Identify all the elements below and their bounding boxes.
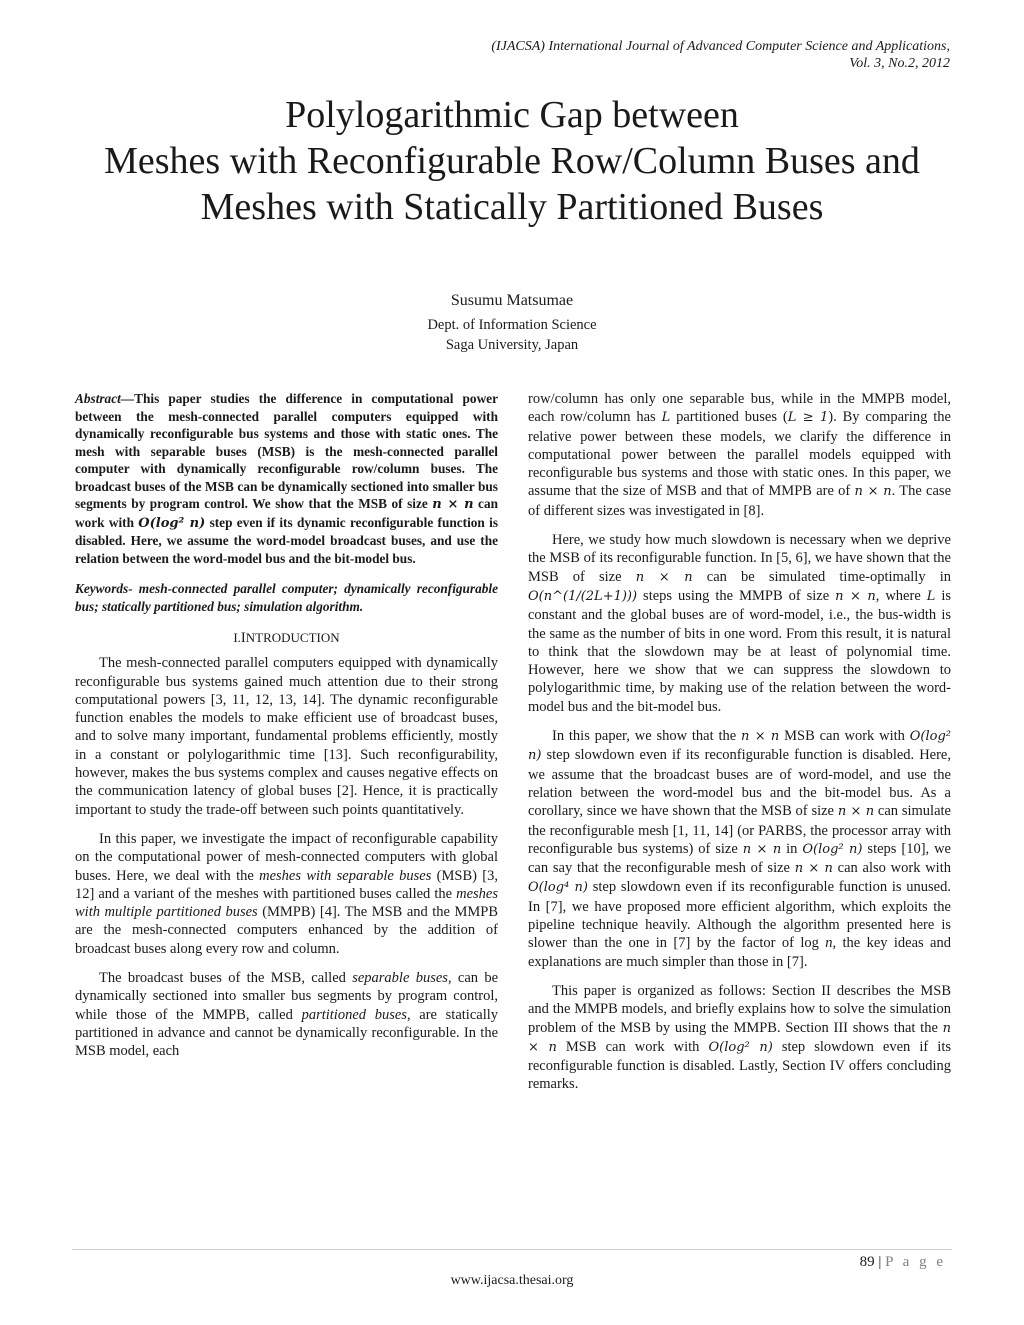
page-separator: | <box>878 1254 882 1270</box>
paragraph: row/column has only one separable bus, while in the MMPB model, each row/column has L partitioned buses (L ≥ 1). By comparing the relative power between these models, we clarify the difference in computational power between the parallel models equipped with reconfigurable bus systems and those with static ones. In this paper, we assume that the size of MSB and that of MMPB are of n × n. The case of different sizes was investigated in [8]. <box>528 391 952 519</box>
page-number: 89 | P a g e <box>859 1254 946 1270</box>
author-name: Susumu Matsumae <box>450 292 574 309</box>
journal-volume: Vol. 3, No.2, 2012 <box>849 56 950 71</box>
left-column <box>75 390 498 1072</box>
footer-divider <box>72 1249 952 1250</box>
author-dept: Dept. of Information Science <box>427 317 597 333</box>
keywords: Keywords- mesh-connected parallel computer; dynamically reconfigurable bus; statically partitioned bus; simulation algorithm. <box>75 581 498 614</box>
paragraph: In this paper, we show that the n × n MSB can work with O(log² n) step slowdown even if its reconfigurable function is disabled. Here, we assume that the broadcast buses are of word-model, and use the relation between the word-model bus and the bit-model bus. As a corollary, since we have shown that the MSB of size n × n can simulate the reconfigurable mesh [1, 11, 14] (or PARBS, the processor array with reconfigurable bus systems) of size n × n in O(log² n) steps [10], we can say that the reconfigurable mesh of size n × n can also work with O(log⁴ n) step slowdown even if its reconfigurable function is unused. In [7], we have proposed more efficient algorithm, which exploits the pipeline technique heavily. Although the algorithm presented here is slower than the one in [7] by the factor of log n, the key ideas and explanations are much simpler than those in [7]. <box>528 728 951 970</box>
title-line-2: Meshes with Reconfigurable Row/Column Buses and <box>104 140 920 182</box>
paragraph: In this paper, we investigate the impact of reconfigurable capability on the computational power of mesh-connected computers with global buses. Here, we deal with the meshes with separable buses (MSB) [3, 12] and a variant of the meshes with partitioned buses called the meshes with multiple partitioned buses (MMPB) [4]. The MSB and the MMPB are the mesh-connected computers enhanced by the addition of broadcast buses along every row and column. <box>75 830 499 957</box>
journal-header <box>491 38 950 72</box>
page-label: P a g e <box>885 1254 946 1270</box>
keywords-label: Keywords- <box>75 581 133 596</box>
journal-name: (IJACSA) International Journal of Advanced Computer Science and Applications, <box>491 39 950 54</box>
footer-url: www.ijacsa.thesai.org <box>450 1273 574 1288</box>
author-affiliation <box>0 315 1024 355</box>
title-line-1: Polylogarithmic Gap between <box>285 94 739 136</box>
abstract: Abstract—This paper studies the difference in computational power between the mesh-connected parallel computers equipped with dynamically reconfigurable bus systems and those with static ones. The mesh with separable buses (MSB) is the mesh-connected parallel computer with dynamically reconfigurable row/column buses. The broadcast buses of the MSB can be dynamically sectioned into smaller bus segments by program control. We show that the MSB of size n × n can work with O(log² n) step even if its dynamic reconfigurable function is disabled. Here, we assume the word-model broadcast buses, and use the relation between the word-model bus and the bit-model bus. <box>75 391 498 566</box>
paragraph: The mesh-connected parallel computers equipped with dynamically reconfigurable bus systems gained much attention due to their strong computational powers [3, 11, 12, 13, 14]. The dynamic reconfigurable function enables the models to make efficient use of broadcast buses, and to solve many important, fundamental problems efficiently, mostly in a constant or polylogarithmic time [13]. Such reconfigurability, however, makes the bus systems complex and causes negative effects on the communication latency of global buses [2]. Hence, it is practically important to study the trade-off between such points quantitatively. <box>75 655 498 818</box>
paragraph: This paper is organized as follows: Section II describes the MSB and the MMPB models, and briefly explains how to solve the simulation problem of the MSB by using the MMPB. Section III shows that the n × n MSB can work with O(log² n) step slowdown even if its reconfigurable function is disabled. Lastly, Section IV offers concluding remarks. <box>528 982 951 1093</box>
paragraph: The broadcast buses of the MSB, called separable buses, can be dynamically sectioned into smaller bus segments by program control, while those of the MMPB, called partitioned buses, are statically partitioned in advance and cannot be dynamically reconfigurable. In the MSB model, each <box>75 970 499 1060</box>
paragraph: Here, we study how much slowdown is necessary when we deprive the MSB of its reconfigurable function. In [5, 6], we have shown that the MSB of size n × n can be simulated time-optimally in O(n^(1/(2L+1))) steps using the MMPB of size n × n, where L is constant and the global buses are of word-model, i.e., the bus-width is the same as the number of bits in one word. From this result, it is natural to think that the slowdown may be at least of polynomial time. However, here we show that we can suppress the slowdown to polylogarithmic time, by making use of the relation between the word-model bus and the bit-model bus. <box>528 532 952 715</box>
math-size: n × n <box>432 497 474 512</box>
math-complexity: O(log² n) <box>138 515 206 531</box>
abstract-label: Abstract— <box>75 391 135 406</box>
section-heading-introduction: I.INTRODUCTION <box>233 630 340 646</box>
title-line-3: Meshes with Statically Partitioned Buses <box>200 186 824 228</box>
paper-title <box>60 92 964 230</box>
author-university: Saga University, Japan <box>445 337 579 353</box>
right-column <box>528 390 951 1105</box>
